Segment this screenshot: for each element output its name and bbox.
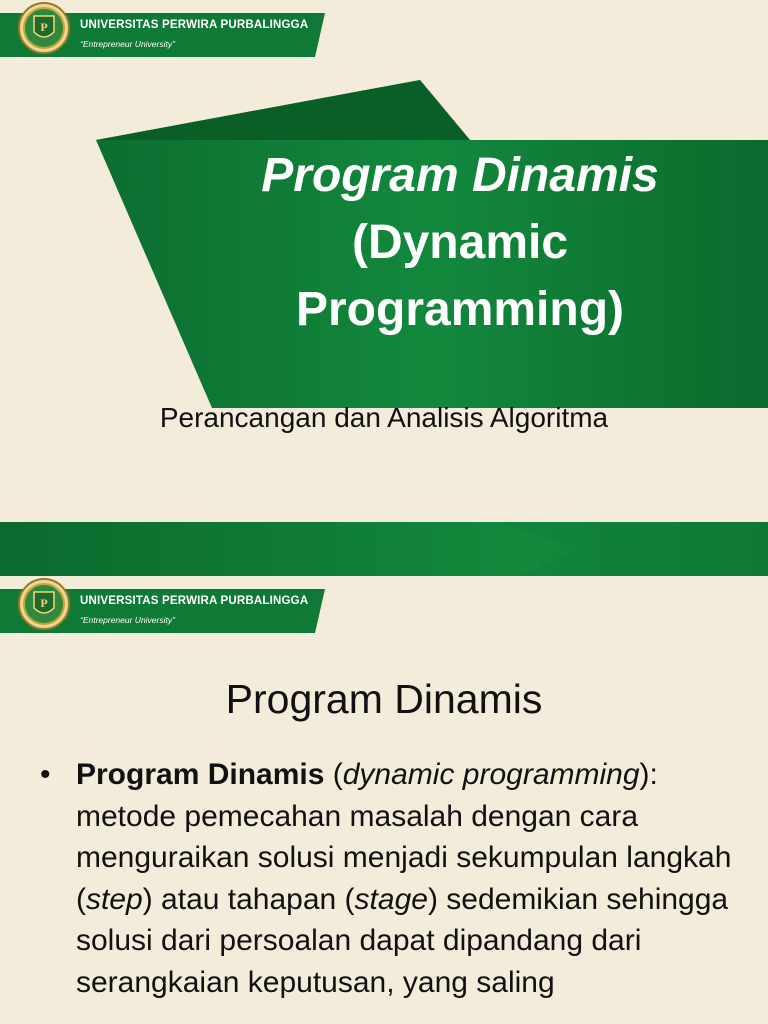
university-logo-icon [18, 576, 70, 632]
text-segment: ): metode pemecahan masalah dengan cara menguraikan solusi menjadi sekumpulan langkah ( [76, 758, 732, 916]
university-logo-icon [18, 0, 70, 56]
text-segment: ) sedemikian sehingga solusi dari persoalan dapat dipandang dari serangkaian keputusan, yang saling [76, 882, 729, 999]
content-slide [0, 576, 768, 1024]
university-tagline: “Entrepreneur University” [80, 39, 175, 49]
title-line-2: (Dynamic [351, 216, 569, 269]
university-name: UNIVERSITAS PERWIRA PURBALINGGA [80, 595, 309, 607]
title-line-3: Programming) [295, 283, 625, 336]
bullet-symbol: • [40, 758, 51, 791]
text-segment: ) atau tahapan ( [142, 882, 355, 916]
slide-subtitle: Perancangan dan Analisis Algoritma [159, 402, 609, 433]
university-tagline: “Entrepreneur University” [80, 615, 175, 625]
bottom-green-band [0, 522, 768, 576]
list-item [76, 754, 740, 1003]
slide-title [200, 142, 720, 343]
term-stage-italic: stage [354, 882, 428, 916]
term-bold: Program Dinamis [76, 758, 325, 791]
university-name: UNIVERSITAS PERWIRA PURBALINGGA [80, 19, 309, 31]
slide-title: Program Dinamis [225, 676, 543, 722]
term-step-italic: step [86, 882, 143, 916]
svg-text:P: P [40, 596, 48, 610]
bullet-list [40, 754, 740, 1003]
title-line-1: Program Dinamis [261, 149, 659, 202]
text-segment: ( [324, 758, 343, 791]
term-english-italic: dynamic programming [342, 758, 640, 791]
svg-text:P: P [40, 20, 48, 34]
